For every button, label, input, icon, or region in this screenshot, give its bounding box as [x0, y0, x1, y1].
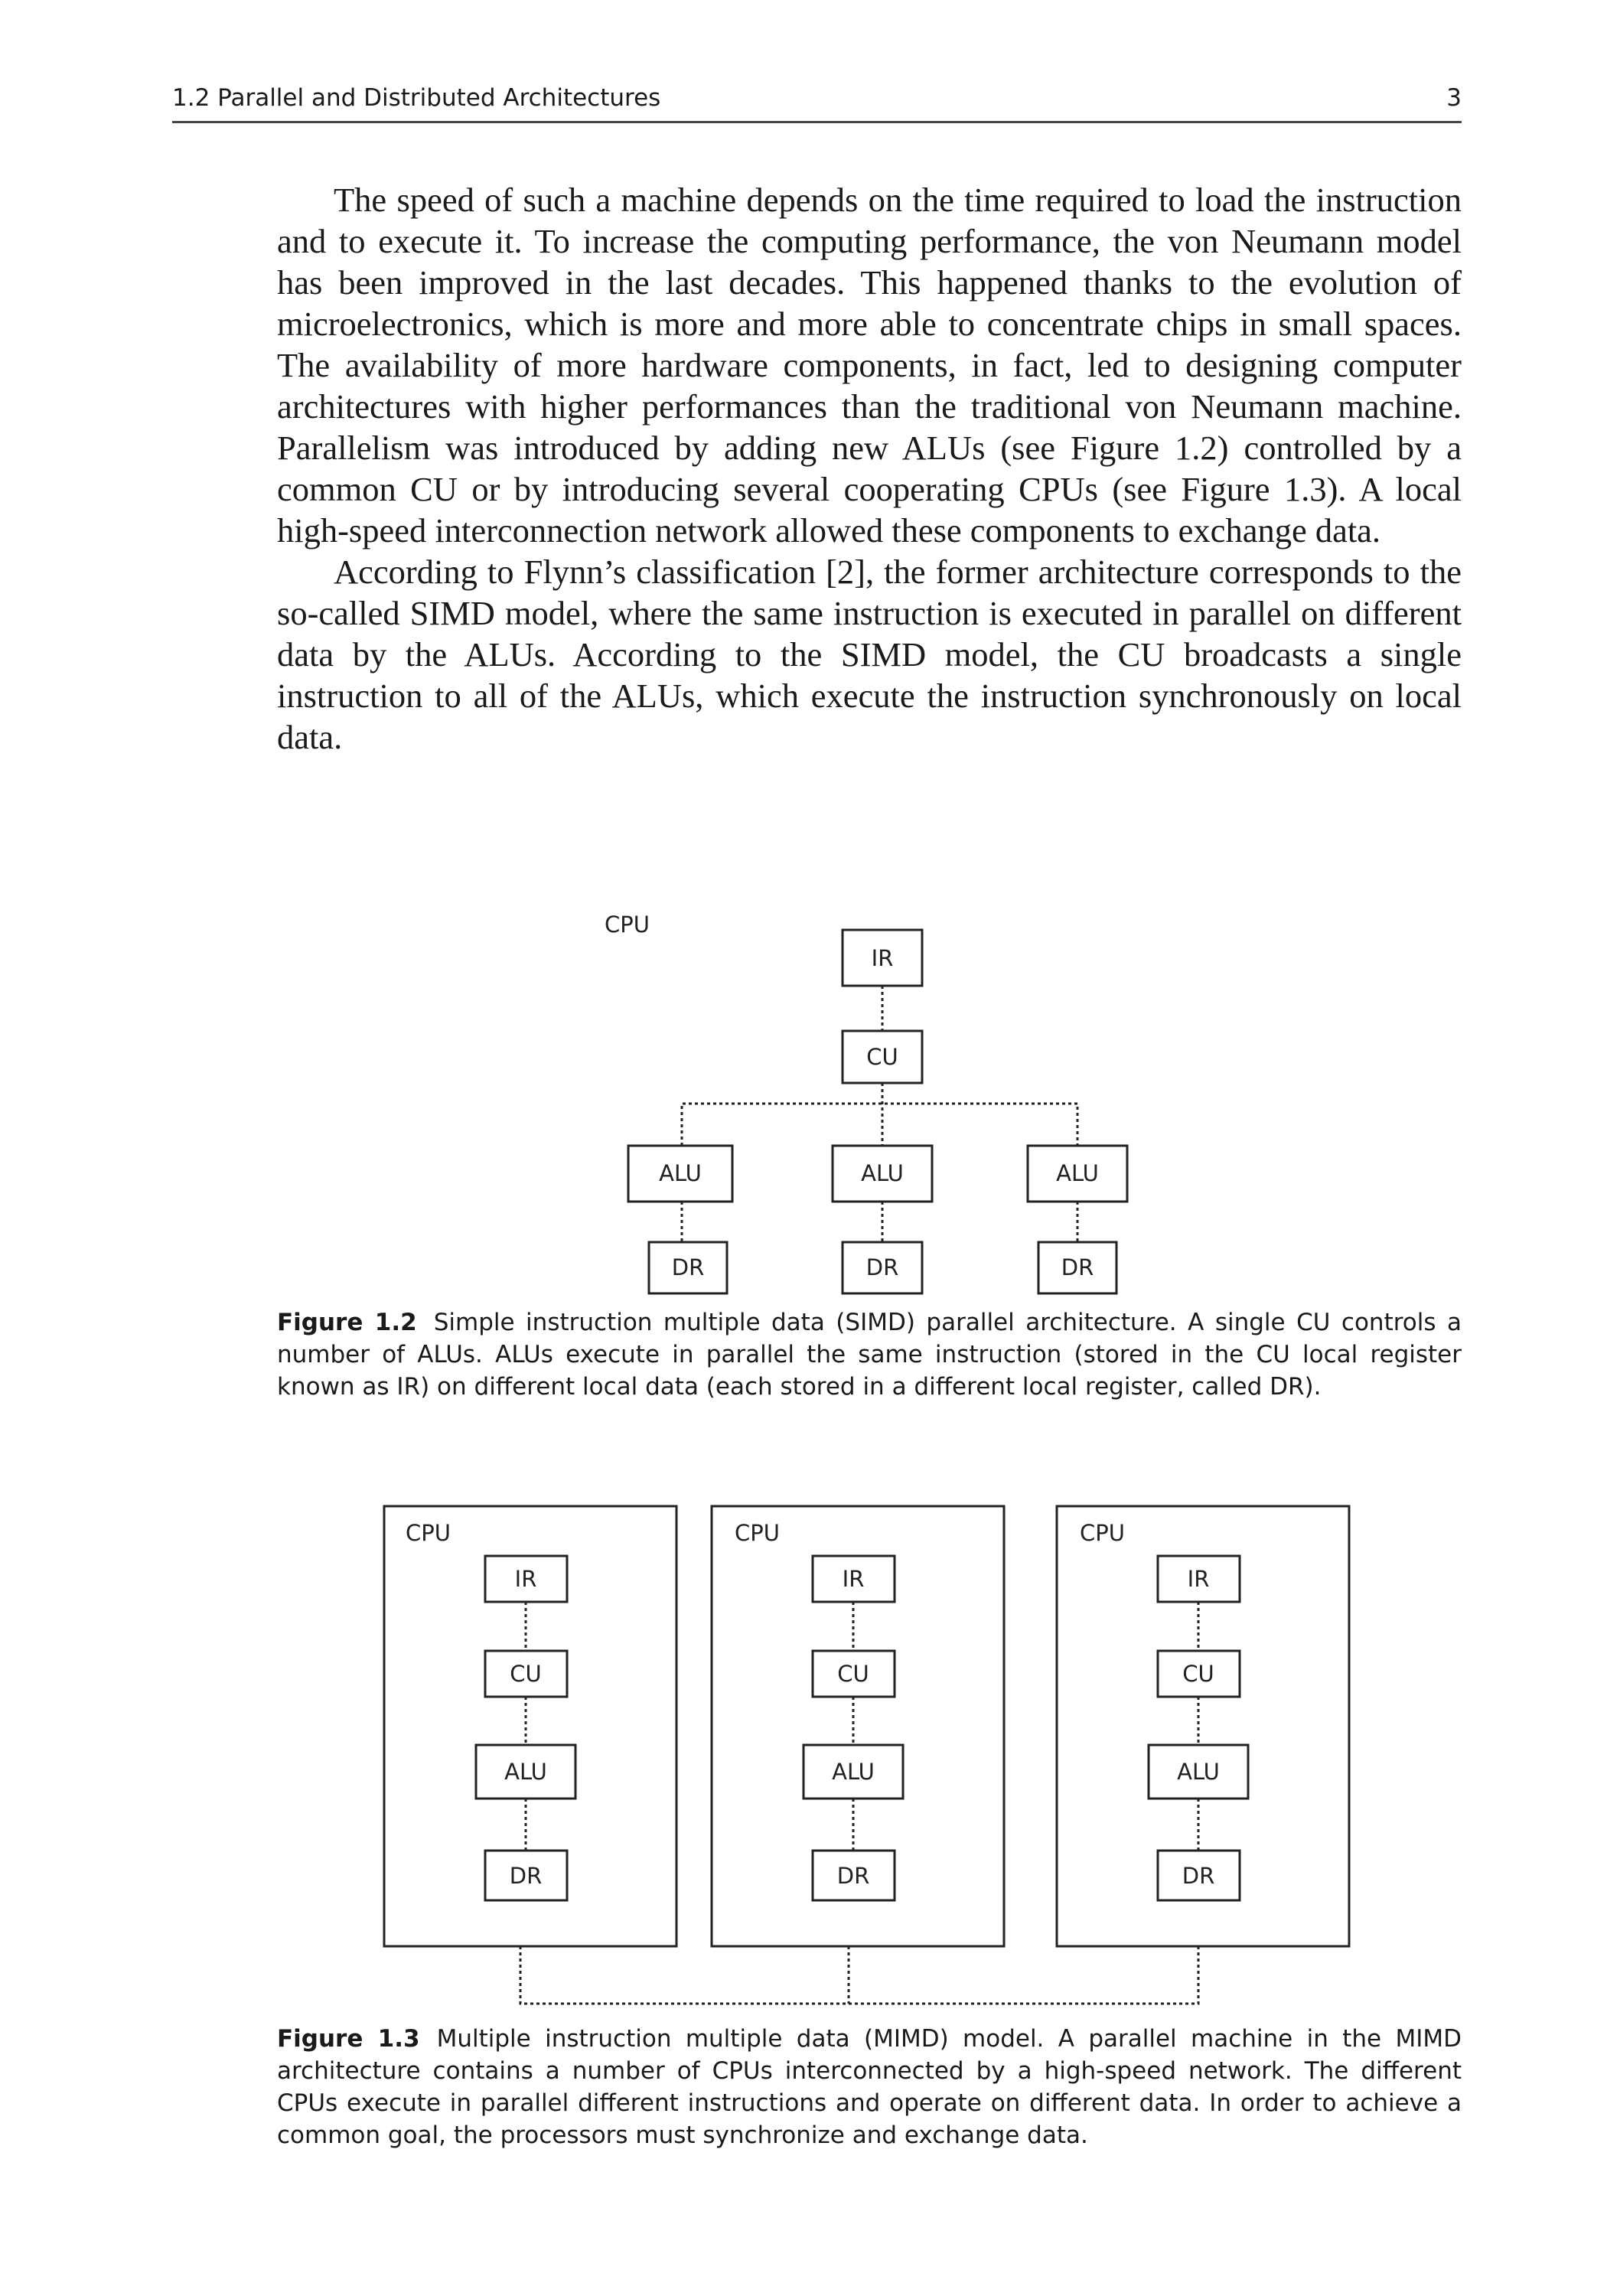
caption-text: Simple instruction multiple data (SIMD) parallel architecture. A single CU controls a number of ALUs. ALUs execute in parallel the same instruction (stored in the CU local register known as IR) on different local data (each stored in a different local register, called DR).: [277, 1309, 1462, 1401]
section-title: 1.2 Parallel and Distributed Architectures: [172, 84, 661, 112]
fig2-dr-label: DR: [671, 1254, 705, 1280]
fig3-ir-label: IR: [842, 1566, 865, 1592]
fig2-bus: [682, 1104, 1077, 1146]
fig3-ir-label: IR: [514, 1566, 537, 1592]
paragraph: The speed of such a machine depends on the time required to load the instruction and to execute it. To increase the computing performance, the von Neumann model has been improved in the last decades. This happened thanks to the evolution of microelectronics, which is more and more able to concentrate chips in small spaces. The availability of more hardware components, in fact, led to designing computer architectures with higher performances than the traditional von Neumann machine. Parallelism was introduced by adding new ALUs (see Figure 1.2) controlled by a common CU or by introducing several cooperating CPUs (see Figure 1.3). A local high-speed interconnection network allowed these components to exchange data.: [277, 181, 1462, 550]
fig2-cpu-label: CPU: [605, 912, 650, 938]
fig2-alu-label: ALU: [1056, 1160, 1099, 1186]
fig2-dr-label: DR: [1061, 1254, 1094, 1280]
fig3-cu-label: CU: [1182, 1661, 1214, 1687]
fig2-dr-label: DR: [865, 1254, 899, 1280]
fig3-ir-label: IR: [1187, 1566, 1210, 1592]
fig3-alu-label: ALU: [832, 1759, 875, 1785]
fig2-cu-label: CU: [866, 1044, 898, 1070]
fig3-cpu-label: CPU: [1080, 1520, 1125, 1546]
fig3-dr-label: DR: [1182, 1863, 1215, 1889]
caption-text: Multiple instruction multiple data (MIMD) model. A parallel machine in the MIMD architecture contains a number of CPUs interconnected by a high-speed network. The different CPUs execute in parallel different instructions and operate on different data. In order to achieve a common goal, the processors must synchronize and exchange data.: [277, 2025, 1462, 2149]
page-number: 3: [1446, 84, 1462, 112]
fig3-dr-label: DR: [836, 1863, 870, 1889]
figure-1-2-caption: [277, 1306, 1462, 1403]
fig3-cu-label: CU: [837, 1661, 869, 1687]
paragraph: According to Flynn’s classification [2], the former architecture corresponds to the so-called SIMD model, where the same instruction is executed in parallel on different data by the ALUs. According to the SIMD model, the CU broadcasts a single instruction to all of the ALUs, which execute the instruction synchronously on local data.: [277, 553, 1462, 756]
figure-1-3-caption: [277, 2023, 1462, 2151]
fig3-alu-label: ALU: [1177, 1759, 1220, 1785]
fig3-cpu-label: CPU: [735, 1520, 780, 1546]
fig3-cu-label: CU: [510, 1661, 542, 1687]
fig3-cpu-label: CPU: [406, 1520, 451, 1546]
fig2-alu-label: ALU: [659, 1160, 702, 1186]
fig3-dr-label: DR: [509, 1863, 543, 1889]
fig3-network: [520, 1946, 1198, 2004]
fig2-ir-label: IR: [871, 945, 894, 971]
caption-number: Figure 1.3: [277, 2025, 420, 2053]
fig3-alu-label: ALU: [504, 1759, 547, 1785]
caption-number: Figure 1.2: [277, 1309, 417, 1336]
fig2-alu-label: ALU: [861, 1160, 904, 1186]
